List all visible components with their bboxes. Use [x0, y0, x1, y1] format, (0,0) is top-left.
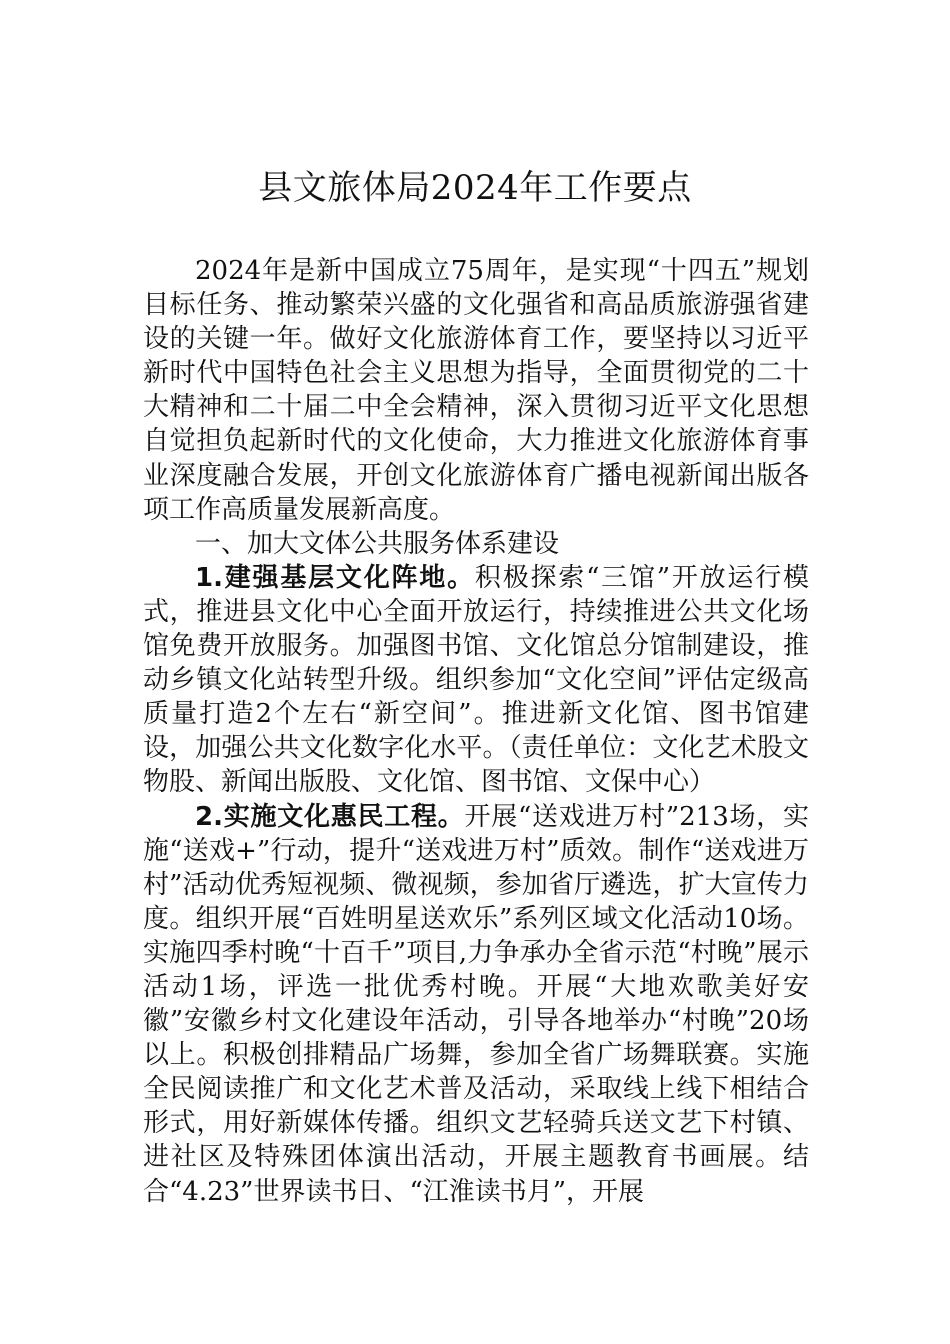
- item-2-lead: 2.实施文化惠民工程。: [195, 801, 465, 832]
- item-1-text: 积极探索“三馆”开放运行模式，推进县文化中心全面开放运行，持续推进公共文化场馆免费开放服务。加强图书馆、文化馆总分馆制建设，推动乡镇文化站转型升级。组织参加“文化空间”评估定级高质量打造2个左右“新空间”。推进新文化馆、图书馆建设，加强公共文化数字化水平。（责任单位：文化艺术股文物股、新闻出版股、文化馆、图书馆、文保中心）: [143, 562, 810, 798]
- section-heading-1: 一、加大文体公共服务体系建设: [195, 528, 560, 559]
- document-title: 县文旅体局2024年工作要点: [258, 168, 692, 208]
- intro-paragraph: 2024年是新中国成立75周年，是实现“十四五”规划目标任务、推动繁荣兴盛的文化强省和高品质旅游强省建设的关键一年。做好文化旅游体育工作，要坚持以习近平新时代中国特色社会主义思想为指导，全面贯彻党的二十大精神和二十届二中全会精神，深入贯彻习近平文化思想自觉担负起新时代的文化使命，大力推进文化旅游体育事业深度融合发展，开创文化旅游体育广播电视新闻出版各项工作高质量发展新高度。: [143, 256, 809, 525]
- item-paragraph-1: [143, 561, 809, 800]
- item-1-lead: 1.建强基层文化阵地。: [195, 562, 475, 593]
- item-2-text: 开展“送戏进万村”213场，实施“送戏+”行动，提升“送戏进万村”质效。制作“送戏进万村”活动优秀短视频、微视频，参加省厅遴选，扩大宣传力度。组织开展“百姓明星送欢乐”系列区域文化活动10场。实施四季村晚“十百千”项目,力争承办全省示范“村晚”展示活动1场，评选一批优秀村晚。开展“大地欢歌美好安徽”安徽乡村文化建设年活动，引导各地举办“村晚”20场以上。积极创排精品广场舞，参加全省广场舞联赛。实施全民阅读推广和文化艺术普及活动，采取线上线下相结合形式，用好新媒体传播。组织文艺轻骑兵送文艺下村镇、进社区及特殊团体演出活动，开展主题教育书画展。结合“4.23”世界读书日、“江淮读书月”，开展: [143, 801, 809, 1207]
- item-paragraph-2: [143, 800, 809, 1209]
- document-body: [143, 254, 809, 1209]
